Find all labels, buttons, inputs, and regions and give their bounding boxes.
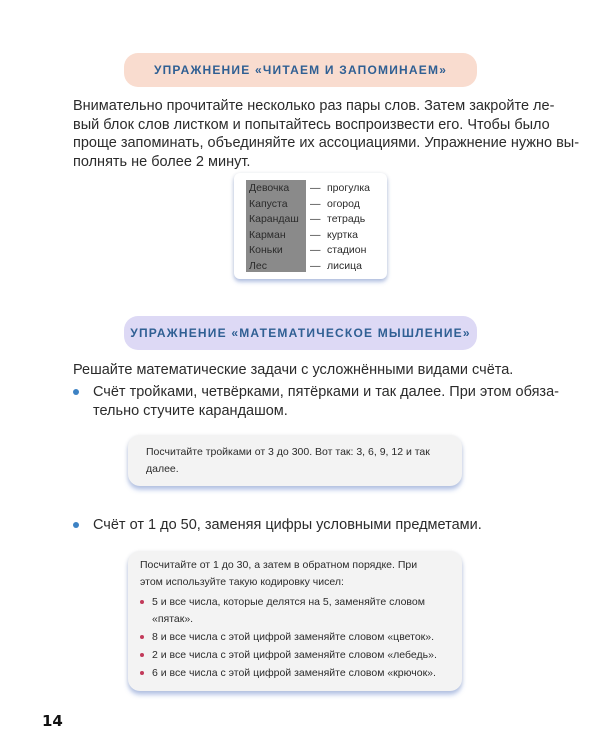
bullet-text bbox=[93, 516, 482, 535]
dash: — bbox=[310, 244, 321, 256]
text-line: 5 и все числа, которые делятся на 5, заменяйте словом bbox=[152, 596, 425, 608]
bullet-dot-icon bbox=[73, 522, 79, 528]
left-word: Капуста bbox=[249, 197, 288, 210]
right-word: куртка bbox=[327, 228, 358, 241]
coding-rules-card bbox=[128, 551, 462, 691]
right-word: огород bbox=[327, 197, 360, 210]
dash: — bbox=[310, 259, 321, 272]
left-word: Коньки bbox=[249, 244, 283, 256]
text-line: Посчитайте от 1 до 30, а затем в обратном порядке. При bbox=[140, 559, 418, 571]
right-word: стадион bbox=[327, 244, 367, 256]
right-word: лисица bbox=[327, 259, 362, 272]
text-line: вый блок слов листком и попытайтесь воспроизвести его. Чтобы было bbox=[73, 116, 550, 133]
dash: — bbox=[310, 182, 321, 194]
text-line: Счёт от 1 до 50, заменяя цифры условными предметами. bbox=[93, 517, 482, 533]
bullet-dot-icon bbox=[140, 635, 144, 639]
text-line: Счёт тройками, четвёрками, пятёрками и так далее. При этом обяза- bbox=[93, 384, 559, 400]
text-line: «пятак». bbox=[152, 613, 194, 625]
exercise-1-instructions bbox=[73, 97, 580, 171]
bullet-dot-icon bbox=[73, 389, 79, 395]
text-line: далее. bbox=[146, 463, 179, 475]
example-card bbox=[128, 435, 462, 486]
text-line: полнять не более 2 минут. bbox=[73, 153, 251, 170]
left-word: Карандаш bbox=[249, 213, 299, 225]
text-line: 6 и все числа с этой цифрой заменяйте словом «крючок». bbox=[152, 667, 436, 679]
right-word: тетрадь bbox=[327, 213, 366, 225]
page-number: 14 bbox=[42, 712, 63, 730]
exercise-1-title: УПРАЖНЕНИЕ «ЧИТАЕМ И ЗАПОМИНАЕМ» bbox=[124, 53, 477, 87]
left-word: Карман bbox=[249, 228, 286, 241]
dash: — bbox=[310, 213, 321, 225]
text-line: тельно стучите карандашом. bbox=[93, 402, 288, 419]
exercise-2-title: УПРАЖНЕНИЕ «МАТЕМАТИЧЕСКОЕ МЫШЛЕНИЕ» bbox=[124, 316, 477, 350]
text-line: проще запоминать, объединяйте их ассоциациями. Упражнение нужно вы- bbox=[73, 135, 580, 151]
left-word: Девочка bbox=[249, 182, 290, 194]
text-line: этом используйте такую кодировку чисел: bbox=[140, 576, 344, 588]
text-line: Внимательно прочитайте несколько раз пары слов. Затем закройте ле- bbox=[73, 98, 555, 114]
right-word: прогулка bbox=[327, 182, 371, 194]
dash: — bbox=[310, 228, 321, 241]
text-line: 8 и все числа с этой цифрой заменяйте словом «цветок». bbox=[152, 631, 435, 643]
bullet-dot-icon bbox=[140, 653, 144, 657]
text-line: 2 и все числа с этой цифрой заменяйте словом «лебедь». bbox=[152, 649, 437, 661]
bullet-dot-icon bbox=[140, 600, 144, 604]
left-word: Лес bbox=[249, 259, 267, 272]
word-pairs-card bbox=[234, 173, 387, 279]
text-line: Посчитайте тройками от 3 до 300. Вот так: 3, 6, 9, 12 и так bbox=[146, 446, 430, 458]
bullet-dot-icon bbox=[140, 671, 144, 675]
exercise-2-instructions: Решайте математические задачи с усложнёнными видами счёта. bbox=[73, 362, 514, 378]
bullet-item bbox=[73, 383, 559, 421]
dash: — bbox=[310, 197, 321, 210]
bullet-text bbox=[93, 383, 559, 420]
bullet-item bbox=[73, 516, 527, 536]
